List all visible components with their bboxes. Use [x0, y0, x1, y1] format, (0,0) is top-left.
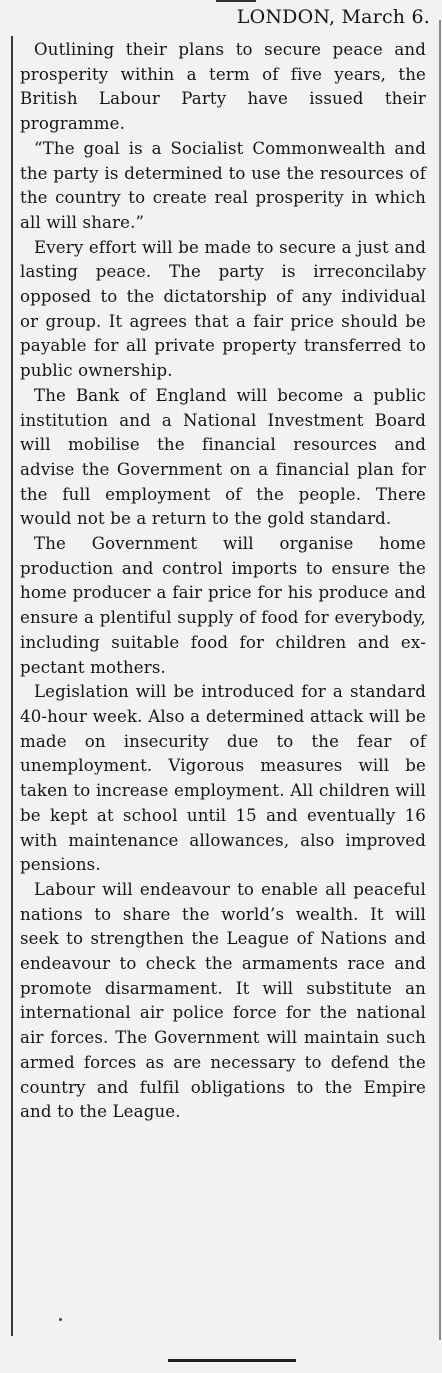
end-of-article-rule	[168, 1359, 296, 1362]
paragraph-legislation: Legislation will be introduced for a standard 40-hour week. Also a determined attack will be made on insecurity due to the fear of unemployment. Vigorous measures will be taken to increase employment. All children will be kept at school until 15 and eventually 16 with maintenance allowances, also improved pensions.	[20, 682, 426, 875]
paragraph-bank-of-england: The Bank of England will become a public institution and a National Investment Board will mobilise the financial resources and advise the Government on a financial plan for the full employment of the people. There would not be a return to the gold standard.	[20, 385, 426, 529]
article-body	[20, 38, 426, 1125]
print-speck	[59, 1318, 62, 1321]
paragraph-socialist-goal: “The goal is a Socialist Commonwealth and the party is determined to use the resources of the country to create real prosperity in which all will share.”	[20, 138, 426, 232]
paragraph-peace: Every effort will be made to secure a just and lasting peace. The party is irreconcilaby opposed to the dictatorship of any individual or group. It agrees that a fair price should be payable for all private property transferred to public ownership.	[20, 237, 426, 381]
left-column-rule	[11, 36, 13, 1336]
top-column-rule	[216, 0, 256, 2]
dateline: LONDON, March 6.	[236, 6, 430, 28]
paragraph-foreign-policy: Labour will endeavour to enable all peaceful nations to share the world’s wealth. It will seek to strengthen the League of Nations and endeavour to check the armaments race and promote disarmament. It will substitute an international air police force for the national air forces. The Government will maintain such armed forces as are necessary to defend the country and fulfil obligations to the Empire and to the League.	[20, 879, 426, 1122]
right-column-rule	[439, 20, 441, 1340]
paragraph-intro: Outlining their plans to secure peace and prosperity within a term of five years, the British Labour Party have issued their programme.	[20, 40, 426, 134]
paragraph-home-production: The Government will organise home production and control imports to ensure the home producer a fair price for his produce and ensure a plentiful supply of food for everybody, including suitable food for children and expectant mothers.	[20, 534, 426, 677]
